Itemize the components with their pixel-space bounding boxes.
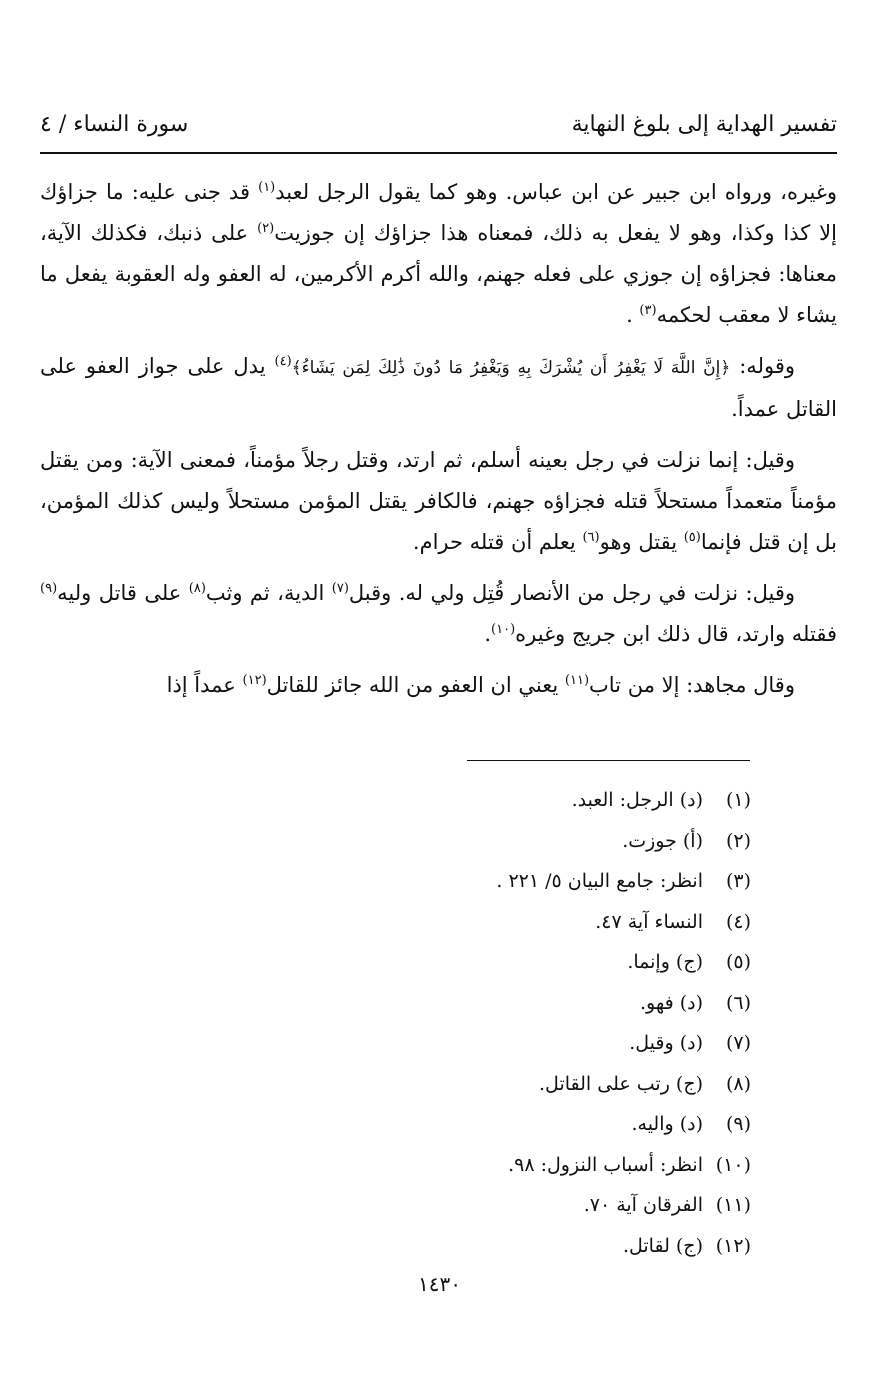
footnote-number: (٦) xyxy=(725,991,751,1014)
paragraph-1 xyxy=(40,172,837,336)
footnote-7 xyxy=(496,1023,751,1064)
footnote-text: (ج) وإنما. xyxy=(627,951,703,973)
footnote-text: الفرقان آية ٧٠. xyxy=(583,1194,703,1216)
footnote-number: (١٠) xyxy=(715,1153,751,1176)
running-header xyxy=(40,112,837,148)
footnote-text: (أ) جوزت. xyxy=(622,829,703,852)
text: على ذنبك، فكذلك الآية، معناها: فجزاؤه إن جوزي على فعله جهنم، والله أكرم الأكرمين، له العفو وله العقوبة يفعل ما يشاء لا معقب لحكمه xyxy=(40,221,837,327)
footnote-10 xyxy=(496,1145,751,1186)
main-text xyxy=(40,172,837,716)
paragraph-3 xyxy=(40,440,837,563)
footnote-number: (٣) xyxy=(725,870,751,892)
book-title: تفسير الهداية إلى بلوغ النهاية xyxy=(571,112,837,137)
text: يقتل وهو xyxy=(599,530,684,554)
footnote-number: (٧) xyxy=(725,1032,751,1054)
footnote-text: (ج) رتب على القاتل. xyxy=(539,1072,703,1095)
text: على قاتل وليه xyxy=(57,581,189,605)
footnote-ref-1: (١) xyxy=(258,180,276,195)
footnote-number: (٩) xyxy=(725,1113,751,1135)
footnote-8 xyxy=(496,1064,751,1105)
footnote-ref-10: (١٠) xyxy=(491,622,516,637)
text: قد جنى عليه: ما جزاؤك إلا كذا وكذا، وهو لا يفعل به ذلك، فمعناه هذا جزاؤك إن جوزيت xyxy=(40,180,837,245)
footnote-ref-2: (٢) xyxy=(257,221,275,236)
header-rule xyxy=(40,152,837,154)
footnote-number: (٥) xyxy=(725,951,751,973)
footnote-text: (د) الرجل: العبد. xyxy=(571,789,703,811)
footnote-text: النساء آية ٤٧. xyxy=(595,910,703,933)
footnote-rule xyxy=(467,760,750,761)
footnote-ref-7: (٧) xyxy=(331,581,349,596)
footnote-ref-3: (٣) xyxy=(639,303,657,318)
footnote-2 xyxy=(496,821,751,862)
text: . xyxy=(626,303,640,327)
paragraph-2 xyxy=(40,346,837,430)
text: وقال مجاهد: إلا من تاب xyxy=(589,673,795,697)
footnote-text: (د) فهو. xyxy=(639,991,703,1014)
footnote-ref-9: (٩) xyxy=(40,581,58,596)
footnotes xyxy=(496,780,751,1266)
footnote-number: (١) xyxy=(725,789,751,811)
footnote-text: (د) واليه. xyxy=(631,1113,703,1135)
text: وقيل: نزلت في رجل من الأنصار قُتِل ولي له. وقبل xyxy=(348,581,795,605)
text: وقيل: إنما نزلت في رجل بعينه أسلم، ثم ارتد، وقتل رجلاً مؤمناً، فمعنى الآية: ومن يقتل مؤمناً متعمداً مستحلاً قتله فجزاؤه جهنم، فالكافر يقتل المؤمن مستحلاً وليس كذلك المؤمن، بل إن قتل فإنما xyxy=(40,448,837,554)
text: يدل على جواز العفو على القاتل عمداً. xyxy=(40,354,837,421)
footnote-1 xyxy=(496,780,751,821)
footnote-text: (ج) لقاتل. xyxy=(622,1234,703,1257)
footnote-9 xyxy=(496,1104,751,1145)
footnote-ref-4: (٤) xyxy=(274,354,292,369)
footnote-4 xyxy=(496,902,751,943)
footnote-ref-5: (٥) xyxy=(683,530,701,545)
text: فقتله وارتد، قال ذلك ابن جريج وغيره xyxy=(515,622,837,646)
footnote-12 xyxy=(496,1226,751,1267)
footnote-text: انظر: جامع البيان ٥/ ٢٢١ . xyxy=(496,870,703,892)
footnote-11 xyxy=(496,1185,751,1226)
footnote-ref-12: (١٢) xyxy=(242,673,267,688)
footnote-ref-6: (٦) xyxy=(582,530,600,545)
footnote-ref-8: (٨) xyxy=(188,581,206,596)
text: عمداً إذا xyxy=(166,673,243,697)
text: وغيره، ورواه ابن جبير عن ابن عباس. وهو كما يقول الرجل لعبد xyxy=(275,180,838,204)
footnote-text: (د) وقيل. xyxy=(629,1032,703,1054)
footnote-6 xyxy=(496,983,751,1024)
footnote-number: (١١) xyxy=(715,1194,751,1216)
text: . xyxy=(484,622,492,646)
paragraph-4 xyxy=(40,573,837,655)
footnote-5 xyxy=(496,942,751,983)
quran-verse: ﴿إِنَّ اللَّهَ لَا يَغْفِرُ أَن يُشْرَكَ بِهِ وَيَغْفِرُ مَا دُونَ ذَٰلِكَ لِمَن يَشَاءُ﴾ xyxy=(291,358,731,378)
text: وقوله: xyxy=(730,354,795,378)
text: يعني ان العفو من الله جائز للقاتل xyxy=(266,673,565,697)
text: الدية، ثم وثب xyxy=(205,581,332,605)
footnote-ref-11: (١١) xyxy=(564,673,590,688)
footnote-text: انظر: أسباب النزول: ٩٨. xyxy=(508,1153,703,1176)
footnote-number: (٢) xyxy=(725,829,751,852)
footnote-number: (٨) xyxy=(725,1072,751,1095)
footnote-number: (١٢) xyxy=(715,1234,751,1257)
page-number: ١٤٣٠ xyxy=(418,1272,461,1296)
footnote-number: (٤) xyxy=(725,910,751,933)
text: يعلم أن قتله حرام. xyxy=(412,530,583,554)
surah-label: سورة النساء / ٤ xyxy=(40,112,189,137)
paragraph-5 xyxy=(40,665,837,706)
footnote-3 xyxy=(496,861,751,902)
